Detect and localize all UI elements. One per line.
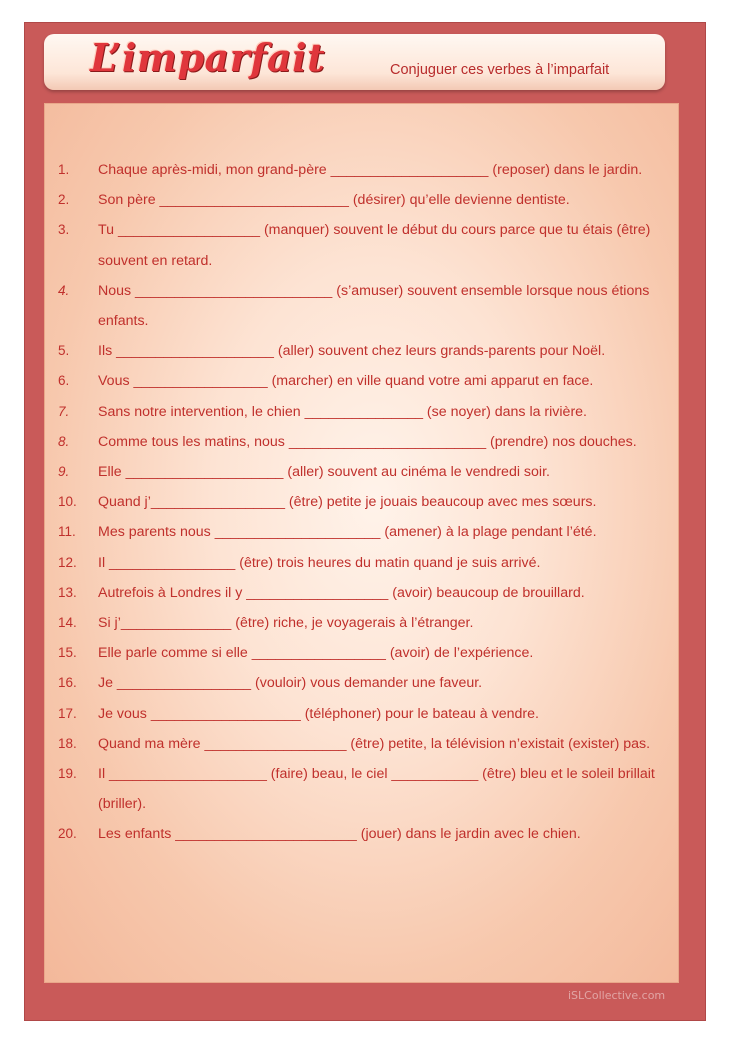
exercise-item — [0, 759, 660, 819]
exercise-number: 9. — [58, 464, 70, 480]
page-subtitle: Conjuguer ces verbes à l’imparfait — [390, 62, 610, 78]
exercise-number: 13. — [58, 584, 77, 600]
exercise-item — [0, 517, 660, 547]
exercise-item — [0, 608, 660, 638]
exercise-item — [0, 366, 660, 396]
exercise-item — [0, 457, 660, 487]
watermark: iSLCollective.com — [568, 989, 666, 1002]
exercise-item — [0, 578, 660, 608]
exercise-item — [0, 819, 660, 849]
exercise-item — [0, 638, 660, 668]
exercise-number: 16. — [58, 675, 77, 691]
exercise-number: 20. — [58, 826, 77, 842]
exercise-sentence: Tu __________________ (manquer) souvent le début du cours parce que tu étais (être) souvent en retard. — [98, 222, 651, 269]
title-banner — [44, 34, 665, 90]
exercise-item — [0, 548, 660, 578]
exercise-number: 10. — [58, 494, 77, 510]
exercise-number: 15. — [58, 645, 77, 661]
exercise-number: 17. — [58, 705, 77, 721]
exercise-sentence: Mes parents nous _____________________ (amener) à la plage pendant l’été. — [98, 524, 597, 541]
exercise-sentence: Autrefois à Londres il y __________________ (avoir) beaucoup de brouillard. — [98, 584, 585, 601]
exercise-sentence: Elle parle comme si elle _________________ (avoir) de l’expérience. — [98, 645, 534, 662]
exercise-number: 5. — [58, 343, 70, 359]
exercise-list — [0, 155, 660, 850]
exercise-number: 3. — [58, 222, 70, 238]
exercise-item — [0, 729, 660, 759]
exercise-sentence: Quand j’_________________ (être) petite je jouais beaucoup avec mes sœurs. — [98, 494, 597, 511]
exercise-number: 2. — [58, 192, 70, 208]
exercise-sentence: Les enfants _______________________ (jouer) dans le jardin avec le chien. — [98, 826, 581, 843]
exercise-number: 6. — [58, 373, 70, 389]
exercise-sentence: Il ________________ (être) trois heures du matin quand je suis arrivé. — [98, 554, 541, 571]
exercise-number: 8. — [58, 433, 70, 449]
exercise-item — [0, 336, 660, 366]
exercise-sentence: Vous _________________ (marcher) en ville quand votre ami apparut en face. — [98, 373, 594, 390]
exercise-sentence: Elle ____________________ (aller) souvent au cinéma le vendredi soir. — [98, 464, 550, 481]
exercise-item — [0, 276, 660, 336]
exercise-item — [0, 215, 660, 275]
exercise-number: 12. — [58, 554, 77, 570]
exercise-item — [0, 668, 660, 698]
page-title: L’imparfait — [90, 35, 326, 80]
exercise-item — [0, 487, 660, 517]
exercise-item — [0, 185, 660, 215]
exercise-number: 19. — [58, 766, 77, 782]
exercise-number: 14. — [58, 615, 77, 631]
exercise-item — [0, 155, 660, 185]
exercise-sentence: Son père ________________________ (désirer) qu’elle devienne dentiste. — [98, 192, 570, 209]
exercise-sentence: Chaque après-midi, mon grand-père ____________________ (reposer) dans le jardin. — [98, 162, 643, 178]
exercise-sentence: Comme tous les matins, nous _________________________ (prendre) nos douches. — [98, 433, 637, 450]
exercise-item — [0, 427, 660, 457]
exercise-sentence: Nous _________________________ (s’amuser) souvent ensemble lorsque nous étions enfants. — [98, 282, 650, 330]
exercise-number: 7. — [58, 403, 70, 419]
exercise-sentence: Si j’______________ (être) riche, je voyagerais à l’étranger. — [98, 615, 474, 632]
exercise-sentence: Sans notre intervention, le chien _______________ (se noyer) dans la rivière. — [98, 403, 587, 420]
exercise-sentence: Je vous ___________________ (téléphoner) pour le bateau à vendre. — [98, 705, 539, 722]
exercise-number: 1. — [58, 162, 70, 177]
exercise-item — [0, 397, 660, 427]
exercise-number: 11. — [58, 524, 76, 540]
exercise-sentence: Quand ma mère __________________ (être) petite, la télévision n’existait (exister) pas. — [98, 735, 651, 752]
exercise-sentence: Je _________________ (vouloir) vous demander une faveur. — [98, 675, 483, 692]
exercise-number: 4. — [58, 282, 70, 298]
exercise-sentence: Ils ____________________ (aller) souvent chez leurs grands-parents pour Noël. — [98, 343, 606, 360]
exercise-sentence: Il ____________________ (faire) beau, le ciel ___________ (être) bleu et le soleil brillait (briller). — [98, 766, 655, 813]
exercise-number: 18. — [58, 735, 77, 751]
exercise-item — [0, 699, 660, 729]
